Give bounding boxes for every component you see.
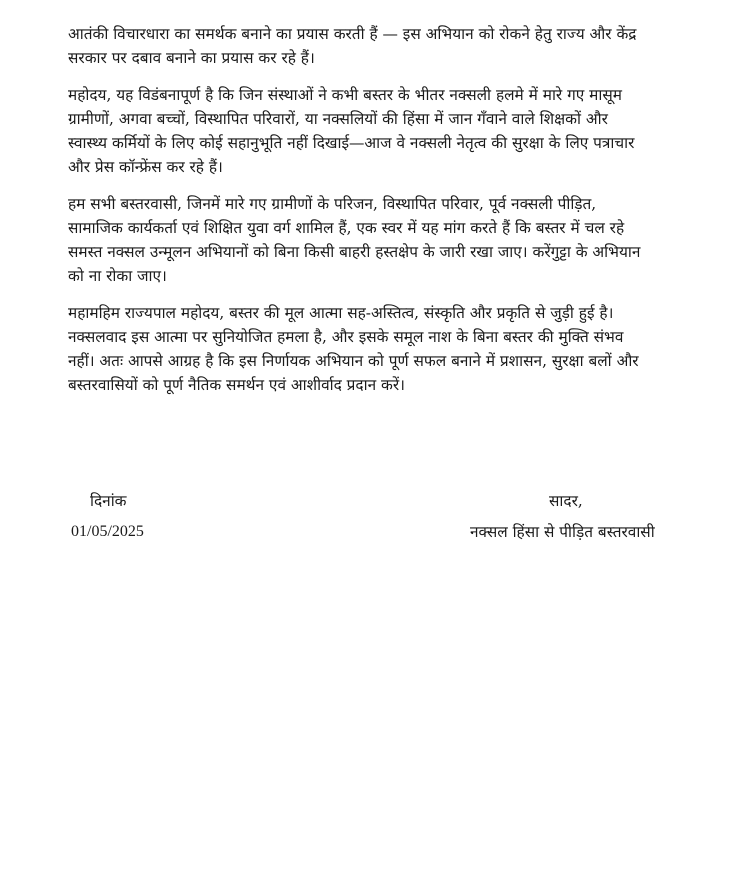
paragraph-line: सरकार पर दबाव बनाने का प्रयास कर रहे हैं।: [68, 49, 315, 67]
letter-body: [68, 22, 688, 410]
paragraph-line: को ना रोका जाए।: [68, 267, 167, 285]
paragraph-line: हम सभी बस्तरवासी, जिनमें मारे गए ग्रामीणों के परिजन, विस्थापित परिवार, पूर्व नक्सली पीड़ित,: [68, 195, 597, 213]
paragraph-4: [68, 301, 688, 397]
paragraph-line: आतंकी विचारधारा का समर्थक बनाने का प्रयास करती हैं — इस अभियान को रोकने हेतु राज्य और केंद्र: [68, 25, 637, 43]
paragraph-line: स्वास्थ्य कर्मियों के लिए कोई सहानुभूति नहीं दिखाई—आज वे नक्सली नेतृत्व की सुरक्षा के लिए पत्राचार: [68, 134, 635, 152]
paragraph-line: नक्सलवाद इस आत्मा पर सुनियोजित हमला है, और इसके समूल नाश के बिना बस्तर की मुक्ति संभव: [68, 328, 624, 346]
sender-signature: नक्सल हिंसा से पीड़ित बस्तरवासी: [470, 523, 655, 541]
paragraph-line: सामाजिक कार्यकर्ता एवं शिक्षित युवा वर्ग शामिल हैं, एक स्वर में यह मांग करते हैं कि बस्तर में चल रहे: [68, 219, 625, 237]
paragraph-line: महोदय, यह विडंबनापूर्ण है कि जिन संस्थाओं ने कभी बस्तर के भीतर नक्सली हलमे में मारे गए मासूम: [68, 86, 622, 104]
paragraph-2: [68, 83, 688, 179]
paragraph-line: और प्रेस कॉन्फ्रेंस कर रहे हैं।: [68, 158, 223, 176]
paragraph-1: [68, 22, 688, 70]
paragraph-line: ग्रामीणों, अगवा बच्चों, विस्थापित परिवारों, या नक्सलियों की हिंसा में जान गँवाने वाले शिक्षकों और: [68, 110, 608, 128]
paragraph-3: [68, 192, 688, 288]
paragraph-line: महामहिम राज्यपाल महोदय, बस्तर की मूल आत्मा सह-अस्तित्व, संस्कृति और प्रकृति से जुड़ी हुई है।: [68, 304, 614, 322]
paragraph-line: बस्तरवासियों को पूर्ण नैतिक समर्थन एवं आशीर्वाद प्रदान करें।: [68, 376, 405, 394]
date-value: 01/05/2025: [71, 523, 144, 540]
paragraph-line: नहीं। अतः आपसे आग्रह है कि इस निर्णायक अभियान को पूर्ण सफल बनाने में प्रशासन, सुरक्षा बलों और: [68, 352, 639, 370]
date-label: दिनांक: [90, 492, 127, 510]
salutation: सादर,: [549, 492, 583, 510]
paragraph-line: समस्त नक्सल उन्मूलन अभियानों को बिना किसी बाहरी हस्तक्षेप के जारी रखा जाए। करेंगुट्टा के अभियान: [68, 243, 641, 261]
